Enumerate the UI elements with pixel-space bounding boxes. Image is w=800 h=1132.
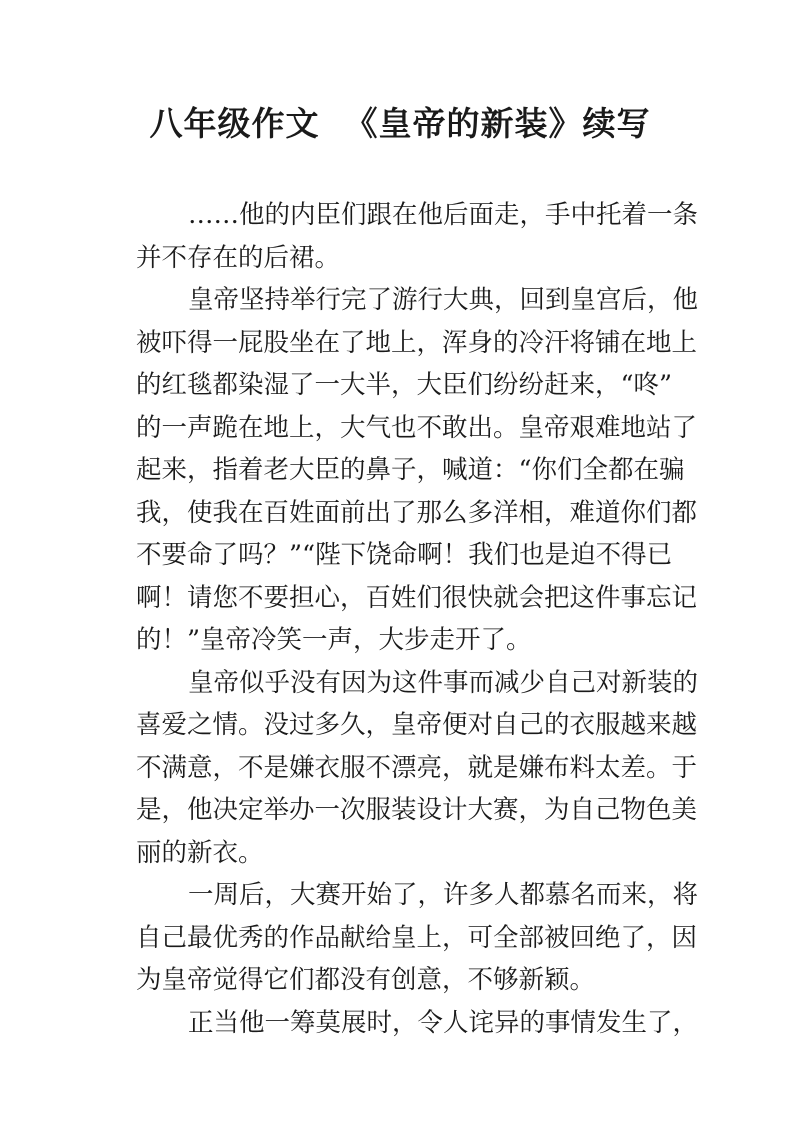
text-line: 的一声跪在地上，大气也不敢出。皇帝艰难地站了: [136, 412, 698, 443]
text-line: 喜爱之情。没过多久，皇帝便对自己的衣服越来越: [136, 710, 698, 740]
text-line: 被吓得一屁股坐在了地上，浑身的冷汗将铺在地上: [136, 327, 698, 358]
text-line: 自己最优秀的作品献给皇上，可全部被回绝了，因: [136, 922, 698, 953]
text-line: 不满意，不是嫌衣服不漂亮，就是嫌布料太差。于: [136, 752, 698, 783]
paragraph: [136, 1002, 699, 1045]
text-line: 是，他决定举办一次服装设计大赛，为自己物色美: [136, 795, 698, 825]
text-line: 皇帝坚持举行完了游行大典，回到皇宫后，他: [188, 285, 699, 315]
text-line: 的红毯都染湿了一大半，大臣们纷纷赶来，“咚”: [136, 370, 673, 400]
paragraph: [136, 874, 699, 1002]
text-line: ……他的内臣们跟在他后面走，手中托着一条: [188, 200, 699, 230]
text-line: 不要命了吗？”“陛下饶命啊！我们也是迫不得已: [136, 540, 673, 570]
text-line: 啊！请您不要担心，百姓们很快就会把这件事忘记: [136, 582, 698, 613]
paragraph: [136, 662, 699, 875]
paragraph: [136, 279, 699, 662]
document-title: 八年级作文 《皇帝的新装》续写: [149, 104, 651, 143]
text-line: 并不存在的后裙。: [136, 242, 341, 273]
text-line: 我，使我在百姓面前出了那么多洋相，难道你们都: [136, 497, 698, 528]
text-line: 为皇帝觉得它们都没有创意，不够新颖。: [136, 965, 596, 995]
text-line: 的！”皇帝冷笑一声，大步走开了。: [136, 625, 532, 655]
text-line: 正当他一筹莫展时，令人诧异的事情发生了，: [188, 1007, 699, 1038]
text-line: 起来，指着老大臣的鼻子，喊道：“你们全都在骗: [136, 455, 685, 485]
paragraph: [136, 194, 699, 279]
document-body: [136, 194, 699, 1044]
text-line: 皇帝似乎没有因为这件事而减少自己对新装的: [188, 667, 699, 698]
text-line: 一周后，大赛开始了，许多人都慕名而来，将: [188, 880, 699, 910]
text-line: 丽的新衣。: [136, 837, 264, 868]
